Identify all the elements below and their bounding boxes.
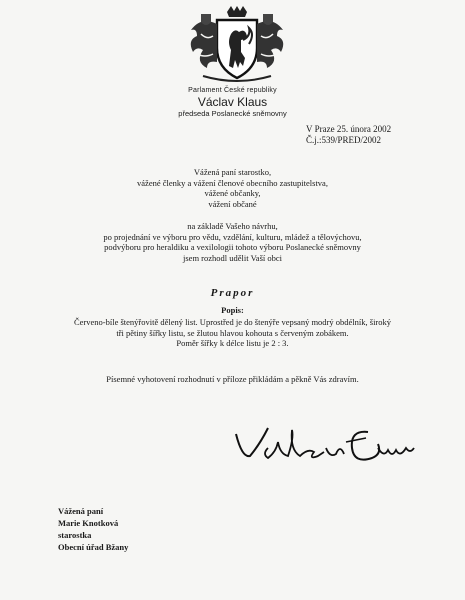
salutation-line: vážení občané	[208, 198, 257, 209]
salutation-line: vážené občanky,	[204, 188, 261, 199]
symbol-title: Prapor	[210, 287, 255, 299]
letterhead-role: předseda Poslanecké sněmovny	[178, 109, 287, 118]
description-line: tři pětiny šířky listu, se žlutou hlavou kohouta s červeným zobákem.	[116, 327, 349, 338]
reference-number: Č.j.:539/PRED/2002	[306, 135, 382, 145]
recipient-line: starostka	[58, 530, 92, 540]
salutation-line: vážené členky a vážení členové obecního zastupitelstva,	[137, 177, 328, 188]
letterhead-name: Václav Klaus	[197, 95, 268, 109]
state-emblem-icon	[183, 6, 291, 84]
recipient-line: Vážená paní	[58, 506, 104, 516]
closing-sentence: Písemné vyhotovení rozhodnutí v příloze přikládám a pěkně Vás zdravím.	[106, 374, 359, 384]
description-text	[0, 317, 465, 349]
body-line: jsem rozhodl udělit Vaší obci	[183, 252, 282, 263]
salutation-line: Vážená paní starostko,	[193, 167, 272, 177]
recipient-address	[58, 505, 128, 553]
handwritten-signature	[228, 418, 418, 470]
description-heading: Popis:	[221, 305, 244, 315]
letterhead-organization: Parlament České republiky	[188, 87, 277, 94]
recipient-line: Marie Knotková	[58, 518, 119, 528]
recipient-line: Obecní úřad Bžany	[58, 542, 129, 552]
description-line: Poměr šířky k délce listu je 2 : 3.	[176, 338, 289, 349]
salutation	[0, 167, 465, 209]
letter-date: V Praze 25. února 2002	[306, 124, 392, 134]
body-line: na základě Vašeho návrhu,	[187, 221, 278, 231]
description-line: Červeno-bíle štenýřovitě dělený list. Uprostřed je do štenýře vepsaný modrý obdélník, široký	[73, 317, 392, 327]
body-line: po projednání ve výboru pro vědu, vzdělání, kulturu, mládež a tělovýchovu,	[103, 231, 362, 242]
body-line: podvýboru pro heraldiku a vexilologii tohoto výboru Poslanecké sněmovny	[104, 242, 361, 253]
decision-body	[0, 221, 465, 263]
date-reference-block	[306, 124, 391, 146]
